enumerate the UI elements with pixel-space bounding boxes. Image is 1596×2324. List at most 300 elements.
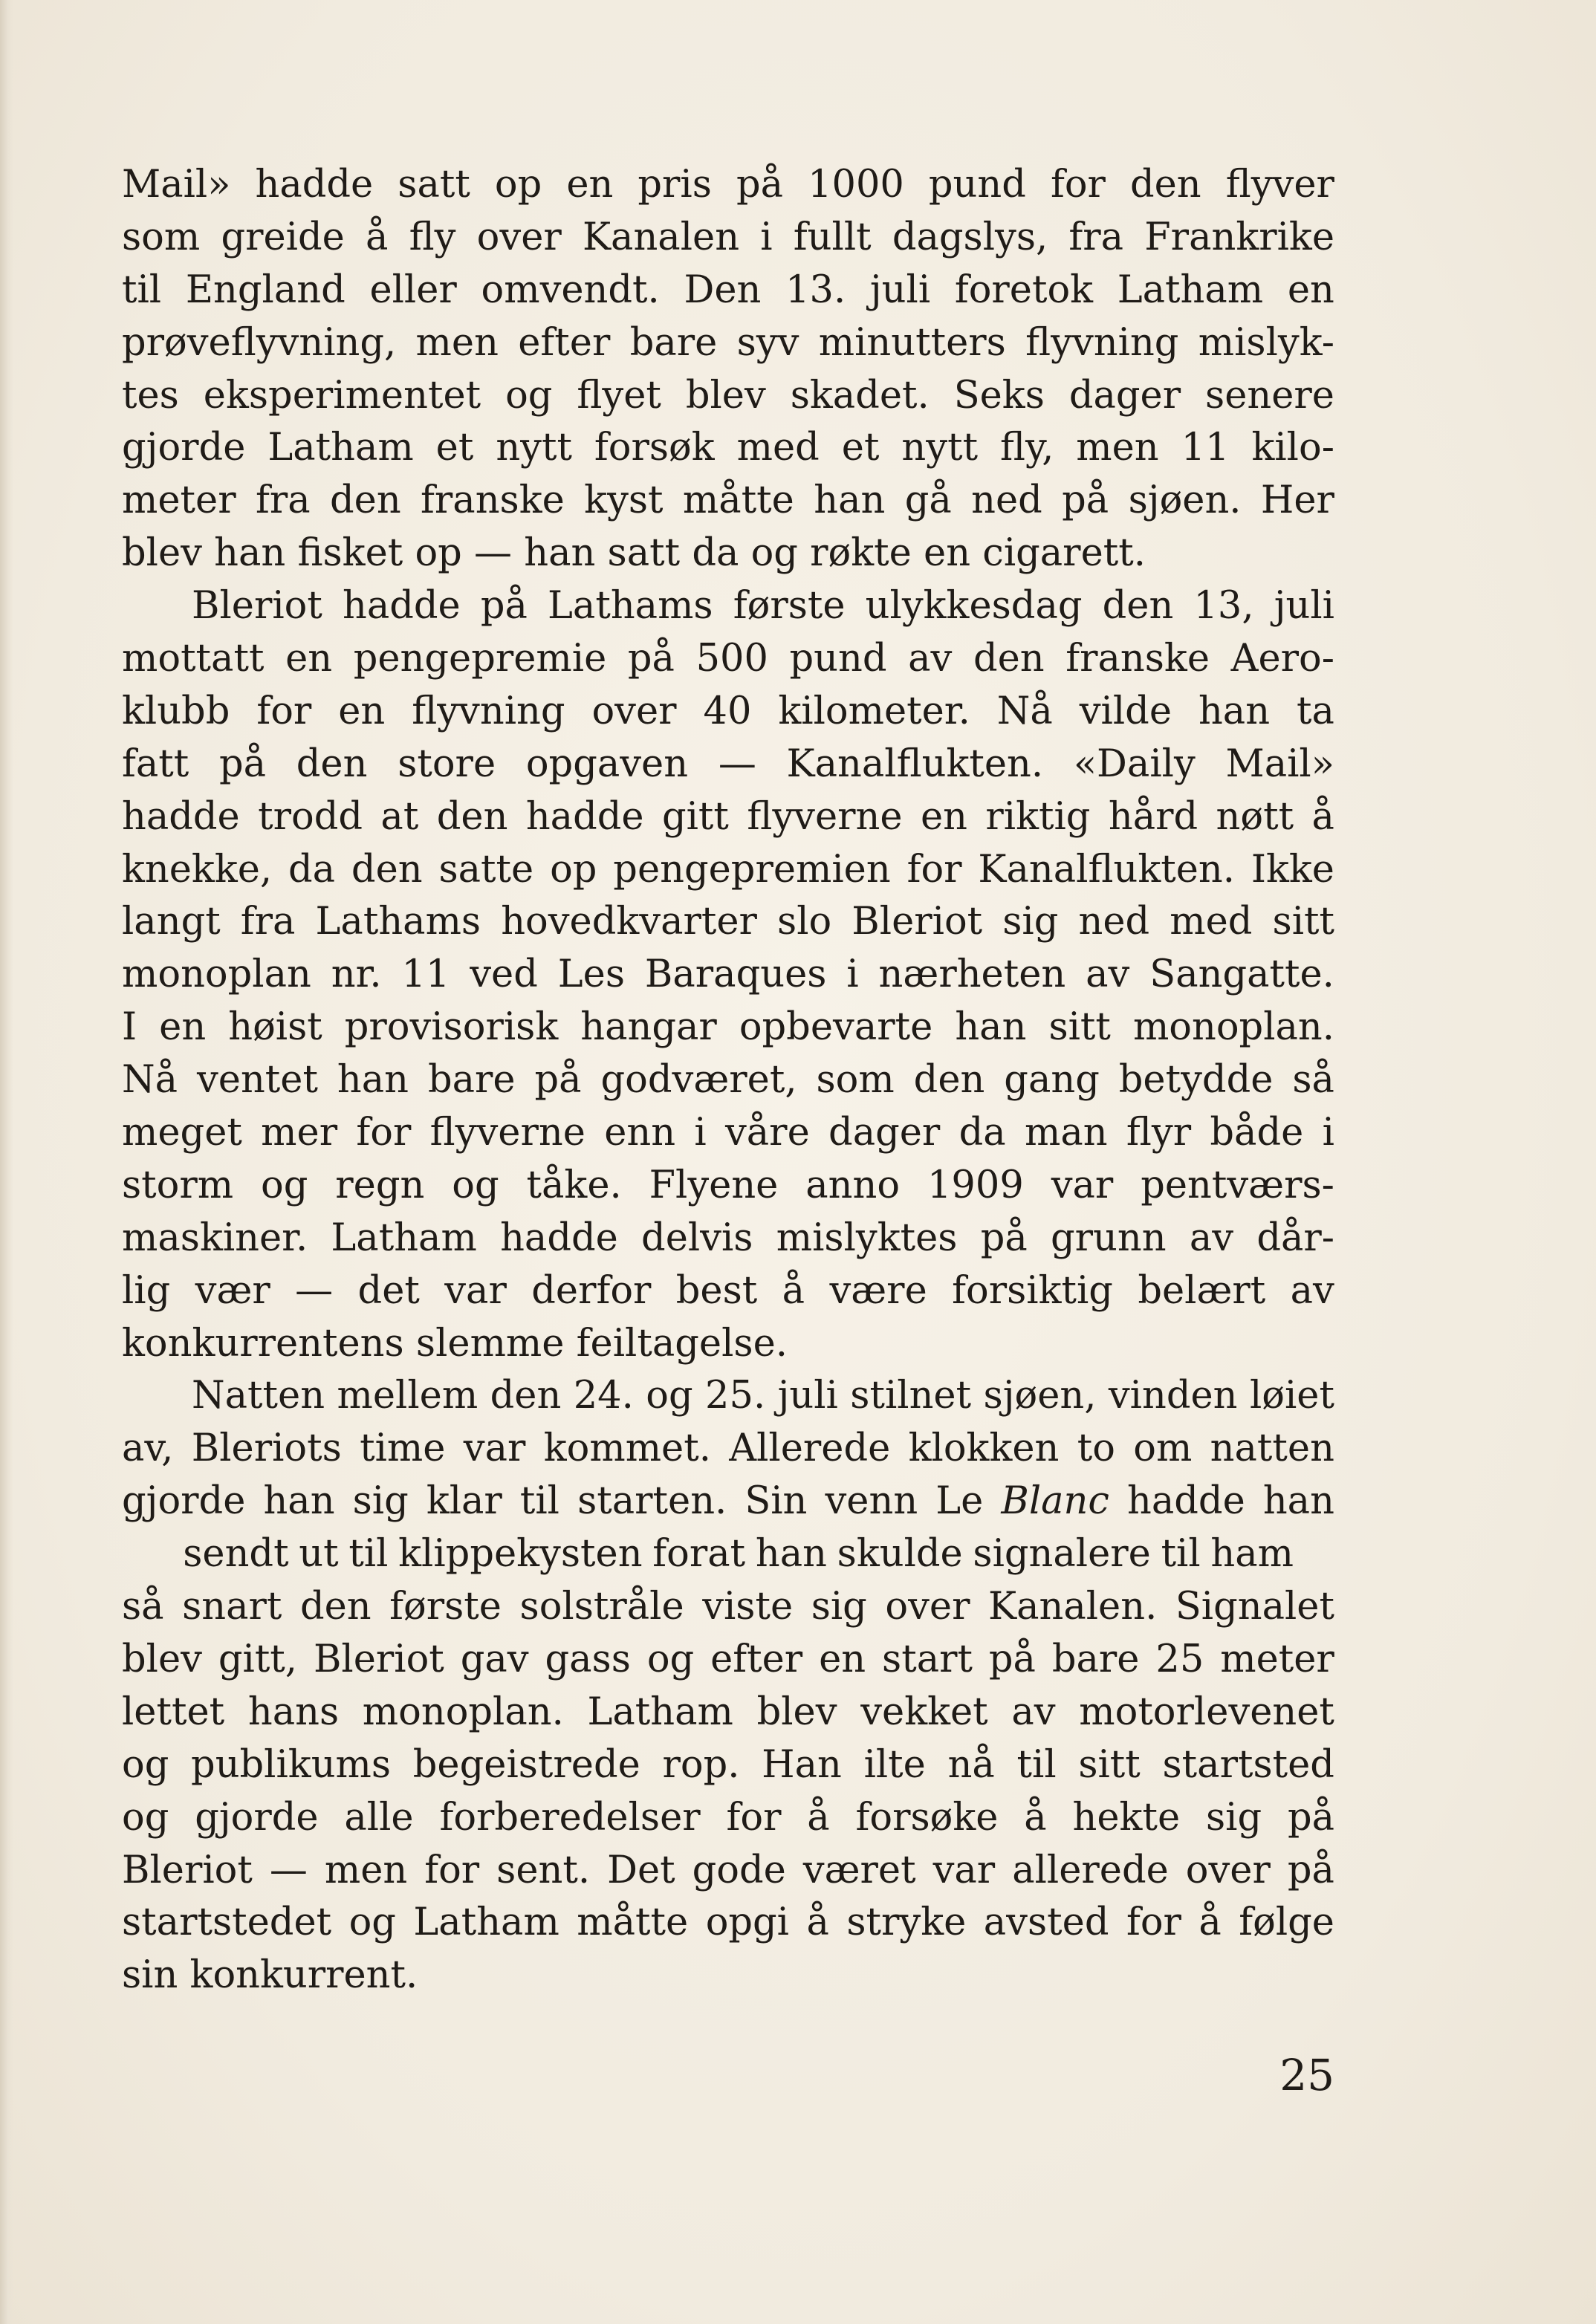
word: trodd [258,794,363,839]
word: derfor [531,1268,652,1313]
word: på [534,1058,582,1103]
word: skadet. [790,373,930,418]
text-line [122,1581,1334,1634]
text-line [122,739,1334,791]
word: godværet, [600,1058,797,1103]
word: den [330,478,401,523]
word: 11 [1181,426,1230,470]
word: av, [122,1426,174,1471]
word: nr. [331,952,382,997]
word: flyr [1126,1111,1192,1155]
word: over [1185,1848,1271,1892]
word: han [263,1479,335,1524]
word: bare [1051,1637,1140,1681]
word: med [736,426,820,470]
word: våre [724,1111,810,1155]
word: ned [971,478,1042,523]
word: gang [1004,1058,1100,1103]
word: pengepremien [613,847,891,892]
word: om [1133,1426,1193,1471]
word: var [463,1426,526,1471]
word: og [646,1374,693,1418]
word: av [908,637,953,681]
word: så [122,1585,164,1629]
word: Kanalflukten. [978,847,1235,892]
word: å [1198,1901,1222,1945]
word: viste [702,1585,794,1629]
text-line [122,1845,1334,1898]
word: provisorisk [344,1005,559,1050]
word: Bleriot [851,900,983,944]
word: flyvning [412,689,565,733]
word: slo [777,900,832,944]
word: nøtt [1216,794,1294,839]
word: mislyktes [776,1215,958,1260]
text-line: blev han fisket op — han satt da og røkte en cigarett. [122,531,1146,576]
word: på [1287,1795,1334,1840]
word: Latham [267,426,414,470]
word: betydde [1118,1058,1274,1103]
word: Natten [192,1374,325,1418]
word: grunn [1051,1215,1167,1260]
word: 500 [695,637,768,681]
word: best [675,1268,758,1313]
word: «Daily [1073,741,1196,786]
text-line [122,370,1334,423]
word: i [1322,1111,1334,1155]
word: foretok [954,267,1094,312]
word: time [360,1426,446,1471]
word: fly, [1000,426,1054,470]
word: Sin [745,1479,808,1524]
word: meter [1220,1637,1334,1681]
word: vinden [1108,1374,1238,1418]
word: til [519,1479,559,1524]
word: nærheten [878,952,1066,997]
word: en [1287,267,1334,312]
word: i [694,1111,707,1155]
word: I [122,1005,137,1050]
word: — [295,1268,334,1313]
word: Nå [996,689,1053,733]
word: for [726,1795,782,1840]
word: Det [607,1848,675,1892]
word: på [1287,1848,1334,1892]
word: 25. [705,1374,766,1418]
word: anno [805,1163,901,1207]
word: over [591,689,677,733]
word: satte [438,847,534,892]
word: efter [518,320,611,365]
word: klokken [908,1426,1060,1471]
text-line [122,1054,1334,1107]
word: Lathams [548,584,713,629]
text-line [122,844,1334,897]
word: å [1311,794,1334,839]
word: ut [299,1532,339,1577]
text-line [122,580,1334,633]
word: Sangatte. [1149,952,1334,997]
word: sjøen. [1128,478,1242,523]
word: flyverne [747,794,903,839]
word: hadde [122,794,240,839]
word: delvis [641,1215,753,1260]
word: Her [1260,478,1334,523]
word: som [122,215,201,259]
text-line [122,686,1334,739]
word: hans [247,1690,340,1734]
word: prøveflyvning, [122,320,397,365]
word: 1000 [808,163,904,207]
word: to [1077,1426,1115,1471]
word: løiet [1249,1374,1334,1418]
word: klubb [122,689,230,733]
word: den [490,1374,562,1418]
word: publikums [191,1742,392,1787]
word: venn [825,1479,918,1524]
word: motorlevenet [1079,1690,1334,1734]
word: meter [122,478,236,523]
text-line [122,1739,1334,1792]
word: forsiktig [952,1268,1113,1313]
word: Bleriot [313,1637,444,1681]
word: Allerede [729,1426,891,1471]
word: natten [1210,1426,1334,1471]
word: det [357,1268,420,1313]
word: lig [122,1268,171,1313]
word: op [494,163,542,207]
word: skulde [837,1532,963,1577]
word: bare [427,1058,516,1103]
word: Lathams [315,900,481,944]
word: tes [122,373,179,418]
word: første [389,1585,502,1629]
word: opgi [705,1901,789,1945]
word: senere [1205,373,1334,418]
word: Bleriots [191,1426,342,1471]
word: Ikke [1250,847,1334,892]
word: Den [684,267,762,312]
text-line [122,317,1334,370]
word: kilo- [1251,426,1334,470]
text-line: konkurrentens slemme feiltagelse. [122,1321,788,1366]
word: hadde [525,794,644,839]
word: franske [1065,637,1210,681]
word: — [269,1848,308,1892]
body-text [122,159,1334,2002]
word: pund [928,163,1026,207]
word: på [1062,478,1109,523]
word: sitt [1048,1005,1111,1050]
word: pund [789,637,887,681]
word: da [958,1111,1006,1155]
word: Baraques [644,952,827,997]
word: kommet. [543,1426,711,1471]
word: av [1290,1268,1334,1313]
word: minutters [818,320,1006,365]
word: Latham [331,1215,477,1260]
word: å [1024,1795,1047,1840]
text-line [122,1160,1334,1213]
word: Frankrike [1144,215,1334,259]
word: meget [122,1111,242,1155]
word: blev [122,1637,202,1681]
text-line [122,896,1334,949]
word: var [444,1268,507,1313]
word: av [1189,1215,1234,1260]
word: han [337,1058,409,1103]
word: eller [369,267,457,312]
word: omvendt. [481,267,660,312]
word: 25 [1155,1637,1204,1681]
word: avsted [983,1901,1109,1945]
word: knekke, [122,847,273,892]
word: blev [685,373,766,418]
word: et [435,426,474,470]
word: Bleriot [122,1848,253,1892]
word: starten. [577,1479,727,1524]
word: Kanalen. [987,1585,1158,1629]
word: Bleriot [192,584,322,629]
word: den [436,794,508,839]
text-line [122,633,1334,686]
word: juli [869,267,931,312]
binding-edge [0,0,13,2324]
word: hangar [580,1005,717,1050]
word: bare [629,320,718,365]
text-line [122,1213,1334,1265]
word: med [1170,900,1253,944]
word: hadde [255,163,374,207]
word: at [380,794,419,839]
word: mer [261,1111,338,1155]
text-line [122,264,1334,317]
word: Flyene [649,1163,779,1207]
word: begeistrede [412,1742,640,1787]
word: og [122,1795,169,1840]
word: sig [811,1585,867,1629]
word: pris [638,163,712,207]
word: gjorde [122,1479,246,1524]
word: sent. [496,1848,591,1892]
word: nå [947,1742,995,1787]
word: Aero- [1230,637,1334,681]
word: franske [421,478,565,523]
word: fatt [122,741,189,786]
word: England [185,267,346,312]
word: riktig [985,794,1091,839]
word: 13. [785,267,846,312]
word: maskiner. [122,1215,308,1260]
word: for [1126,1901,1181,1945]
word: op [550,847,597,892]
word: den [351,847,423,892]
word: ulykkesdag [865,584,1083,629]
word: 1909 [927,1163,1024,1207]
word: Latham [587,1690,733,1734]
word: klar [426,1479,502,1524]
word: Signalet [1175,1585,1334,1629]
word: for [424,1848,480,1892]
text-line [122,1265,1334,1318]
word: 11 [401,952,450,997]
word: Nå [122,1058,178,1103]
word: sig [352,1479,409,1524]
word: første [733,584,846,629]
word: lettet [122,1690,225,1734]
word: og [452,1163,499,1207]
word: store [398,741,496,786]
word: pengepremie [353,637,607,681]
word: en [338,689,386,733]
word: Mail» [1225,741,1334,786]
word: stilnet [850,1374,972,1418]
word: kilometer. [778,689,970,733]
text-line [122,159,1334,212]
word: da [288,847,336,892]
word: han [1262,1479,1334,1524]
word: opbevarte [739,1005,933,1050]
word: for [1050,163,1106,207]
word: en [159,1005,207,1050]
word: måtte [577,1901,689,1945]
word: opgaven [525,741,689,786]
word: Les [557,952,626,997]
word: en [819,1637,866,1681]
word: Kanalflukten. [786,741,1044,786]
word: monoplan. [1132,1005,1334,1050]
word: sig [1002,900,1059,944]
word: hadde [500,1215,618,1260]
word: på [627,637,675,681]
word: den [973,637,1045,681]
word: alle [344,1795,414,1840]
word: signalere [973,1532,1151,1577]
word: gass [545,1637,631,1681]
word: på [219,741,267,786]
word: på [736,163,784,207]
word: mislyk- [1198,320,1334,365]
page-number: 25 [1279,2050,1334,2100]
text-line [122,1897,1334,1950]
word: 24. [573,1374,634,1418]
word: på [980,1215,1028,1260]
word: gav [460,1637,529,1681]
word: en [566,163,614,207]
word: fra [1068,215,1124,259]
word: enn [604,1111,676,1155]
word: storm [122,1163,234,1207]
text-line [122,1792,1334,1845]
word: hadde [343,584,461,629]
word: hekte [1072,1795,1181,1840]
word: den [1129,163,1201,207]
word: start [882,1637,973,1681]
word: til [1161,1532,1201,1577]
text-line [122,1476,1334,1528]
word: Han [762,1742,842,1787]
word: vilde [1079,689,1172,733]
word: til [1016,1742,1057,1787]
word: en [920,794,967,839]
word: monoplan. [362,1690,564,1734]
word: rop. [662,1742,740,1787]
word: gjorde [195,1795,319,1840]
word: ham [1210,1532,1294,1577]
word: tåke. [526,1163,622,1207]
text-line [122,1107,1334,1160]
word: forat [652,1532,746,1577]
word: å [807,1795,830,1840]
word: å [806,1901,829,1945]
word: over [476,215,562,259]
word: ned [1078,900,1150,944]
text-line [122,1687,1334,1739]
word: eksperimentet [203,373,481,418]
text-line [122,1002,1334,1054]
word: av [1011,1690,1056,1734]
word: i [760,215,773,259]
word: juli [777,1374,838,1418]
word: langt [122,900,221,944]
word: fra [240,900,296,944]
word: nytt [901,426,979,470]
word: på [988,1637,1036,1681]
word: var [932,1848,996,1892]
word: han [1198,689,1271,733]
word: men [324,1848,408,1892]
word: for [256,689,312,733]
word: været [802,1848,916,1892]
word: en [285,637,333,681]
word: Seks [953,373,1045,418]
word: ventet [196,1058,318,1103]
word: monoplan [122,952,311,997]
word: gitt, [218,1637,298,1681]
word: så [1292,1058,1334,1103]
word: fra [255,478,311,523]
word: mottatt [122,637,265,681]
word: ved [470,952,538,997]
text-line [122,422,1334,475]
word: ilte [863,1742,926,1787]
word: og [646,1637,695,1681]
word: dagslys, [892,215,1048,259]
word: til [122,267,162,312]
word: vær [195,1268,270,1313]
word: måtte [682,478,794,523]
word: å [782,1268,805,1313]
word: hovedkvarter [501,900,757,944]
word: dager [828,1111,941,1155]
word: — [718,741,756,786]
word: flyvning [1025,320,1179,365]
word: følge [1239,1901,1334,1945]
word: både [1210,1111,1304,1155]
text-line-with-italic [122,1528,1334,1581]
word: efter [710,1637,803,1681]
text-line [122,1370,1334,1423]
word: sendt [183,1532,289,1577]
word: men [415,320,499,365]
word: på [480,584,528,629]
word: fly [409,215,456,259]
word: flyet [577,373,661,418]
word: dager [1068,373,1181,418]
word: til [348,1532,389,1577]
word: Latham [413,1901,559,1945]
text-line [122,949,1334,1002]
